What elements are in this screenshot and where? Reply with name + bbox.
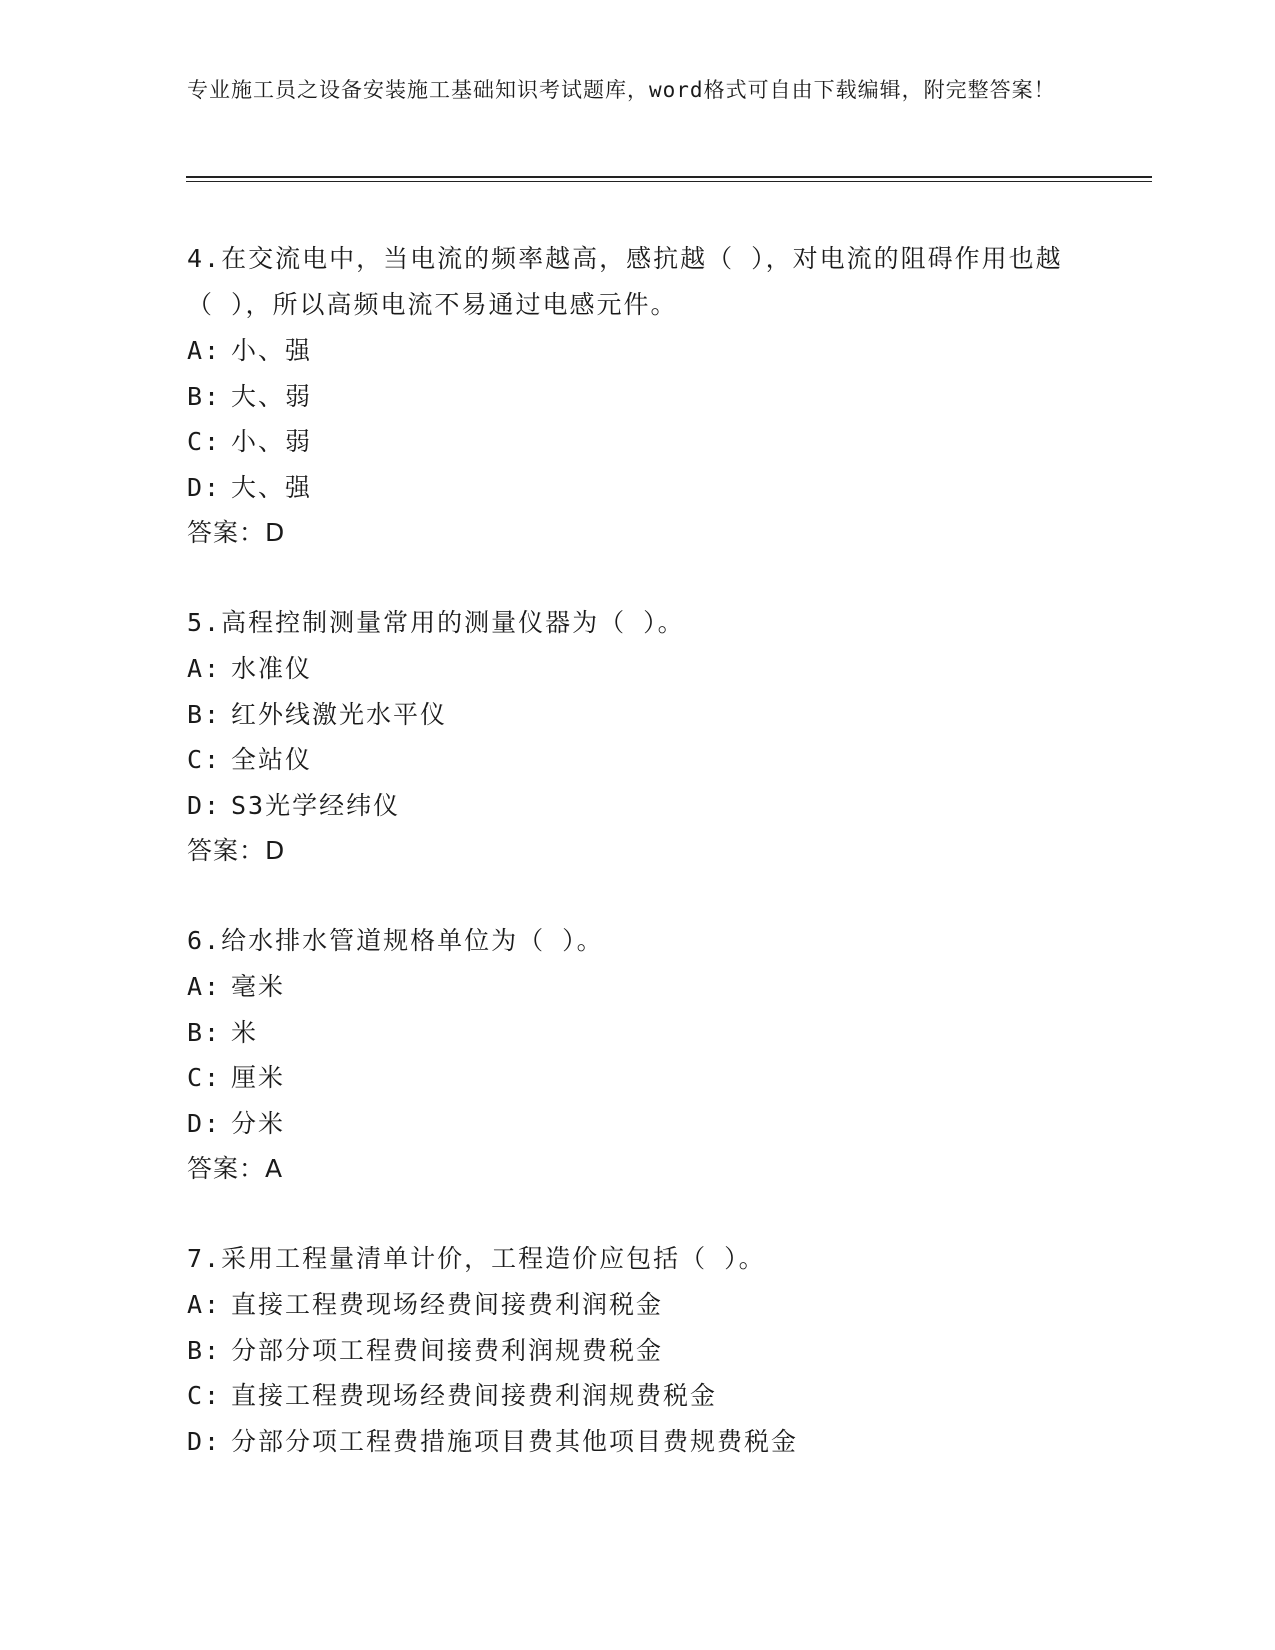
option-label: C:	[187, 745, 222, 774]
header-divider-thick	[186, 176, 1152, 178]
option-label: B:	[187, 381, 222, 411]
option-label: C:	[187, 1381, 222, 1410]
option-text: 厘米	[231, 1063, 286, 1092]
option-text: 大、强	[231, 472, 313, 502]
option-b	[187, 692, 1087, 738]
option-label: A:	[187, 654, 222, 683]
option-c	[187, 737, 1087, 783]
option-label: D:	[187, 790, 222, 820]
option-text: 毫米	[231, 972, 286, 1001]
option-b	[187, 374, 1087, 420]
option-label: C:	[187, 427, 222, 456]
question-stem: 6.给水排水管道规格单位为（ ）。	[187, 926, 604, 955]
option-text: 小、强	[231, 336, 313, 365]
option-a	[187, 328, 1087, 374]
option-text: 直接工程费现场经费间接费利润税金	[231, 1290, 664, 1319]
question-7	[187, 1236, 1087, 1464]
answer-line: 答案：D	[187, 836, 286, 865]
option-d	[187, 465, 1087, 511]
answer-line: 答案：A	[187, 1154, 284, 1183]
option-text: 米	[231, 1017, 259, 1047]
question-stem: 7.采用工程量清单计价，工程造价应包括（ ）。	[187, 1244, 766, 1273]
question-5	[187, 600, 1087, 874]
option-d	[187, 783, 1087, 829]
option-text: 水准仪	[231, 654, 313, 683]
question-stem: 4.在交流电中，当电流的频率越高，感抗越（ ），对电流的阻碍作用也越（ ），所以高频电流不易通过电感元件。	[187, 244, 1063, 319]
option-text: 直接工程费现场经费间接费利润规费税金	[231, 1381, 718, 1410]
option-text: 大、弱	[231, 381, 313, 411]
option-label: B:	[187, 699, 222, 729]
option-label: C:	[187, 1063, 222, 1092]
answer-line: 答案：D	[187, 518, 286, 547]
option-b	[187, 1010, 1087, 1056]
option-a	[187, 646, 1087, 692]
option-b	[187, 1328, 1087, 1374]
option-label: D:	[187, 1108, 222, 1138]
option-c	[187, 419, 1087, 465]
header-divider-thin	[186, 181, 1152, 182]
option-label: B:	[187, 1335, 222, 1365]
option-label: D:	[187, 472, 222, 502]
option-text: S3光学经纬仪	[231, 790, 401, 820]
document-header: 专业施工员之设备安装施工基础知识考试题库，word格式可自由下载编辑，附完整答案！	[187, 78, 1056, 102]
option-label: A:	[187, 336, 222, 365]
question-list	[187, 236, 1087, 1508]
option-c	[187, 1055, 1087, 1101]
option-text: 分部分项工程费措施项目费其他项目费规费税金	[231, 1426, 799, 1456]
option-label: B:	[187, 1017, 222, 1047]
option-text: 红外线激光水平仪	[231, 699, 448, 729]
option-d	[187, 1101, 1087, 1147]
option-d	[187, 1419, 1087, 1465]
question-6	[187, 918, 1087, 1192]
question-4	[187, 236, 1087, 556]
option-c	[187, 1373, 1087, 1419]
question-stem: 5.高程控制测量常用的测量仪器为（ ）。	[187, 608, 685, 637]
option-text: 分米	[231, 1108, 286, 1138]
option-a	[187, 1282, 1087, 1328]
option-text: 全站仪	[231, 745, 313, 774]
option-label: D:	[187, 1426, 222, 1456]
option-text: 分部分项工程费间接费利润规费税金	[231, 1335, 664, 1365]
option-text: 小、弱	[231, 427, 313, 456]
option-label: A:	[187, 972, 222, 1001]
option-a	[187, 964, 1087, 1010]
option-label: A:	[187, 1290, 222, 1319]
